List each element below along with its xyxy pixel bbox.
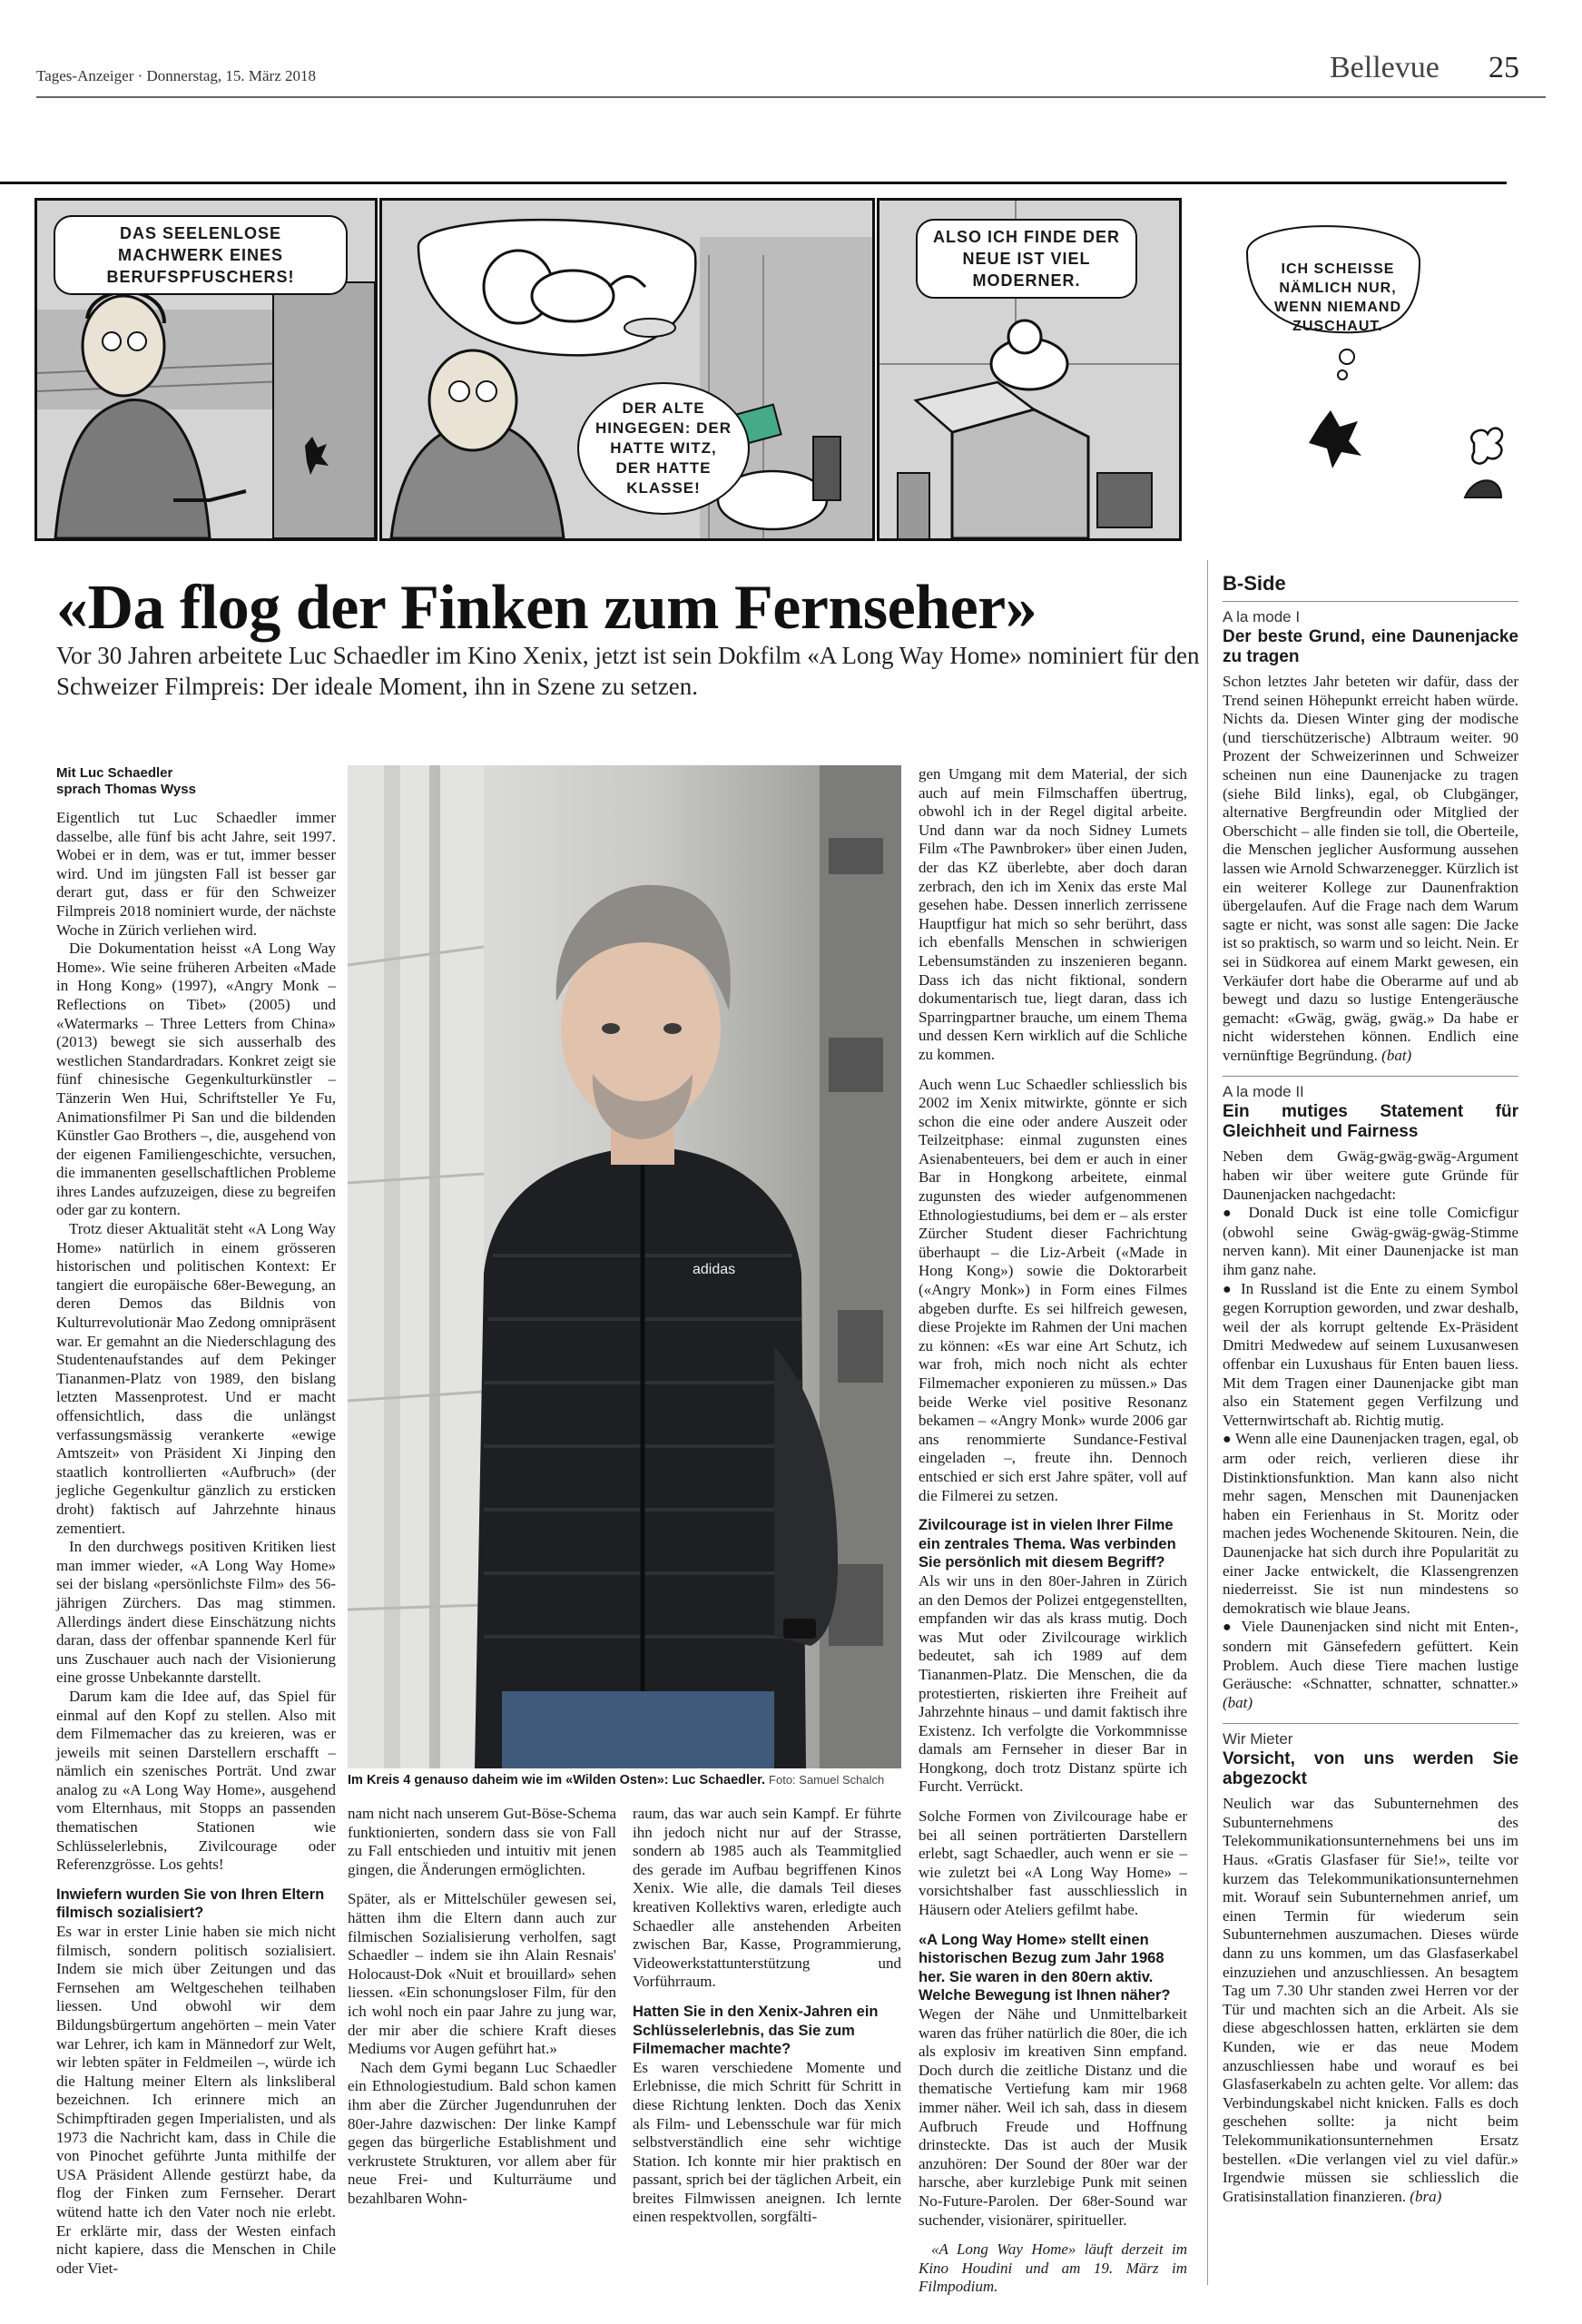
paragraph: raum, das war auch sein Kampf. Er führte ihn jedoch nicht nur auf der Strasse, sondern ab 1985 auch als Teammitglied des gerade im Aufbau begriffenen Kinos Xenix. Wie alle, die damals Teil dieses kreativen Kollektivs waren, erledigte auch Schaedler alle anstehenden Arbeiten zwischen Bar, Kasse, Programmierung, Videowerkstattunterstützung und Vorführraum. xyxy=(633,1805,901,1991)
speech-bubble-2: DER ALTE HINGEGEN: DER HATTE WITZ, DER HATTE KLASSE! xyxy=(577,382,750,515)
paragraph: nam nicht nach unserem Gut-Böse-Schema funktionierten, sondern dass sie von Fall zu Fall entschieden und intuitiv mit jenen gingen, die Änderungen ermöglichten. xyxy=(348,1805,616,1878)
photo-caption-text: Im Kreis 4 genauso daheim wie im «Wilden Osten»: Luc Schaedler. xyxy=(348,1773,765,1787)
headline: «Da flog der Finken zum Fernseher» xyxy=(56,573,1037,643)
paragraph: Solche Formen von Zivilcourage habe er bei all seinen porträtierten Darstellern erlebt, sagt Schaedler, auch wenn er sie – wie zuletzt bei «A Long Way Home» – vorsichtshalber fast ausschliesslich in Häusern oder Ateliers gefilmt habe. xyxy=(919,1807,1187,1919)
bullet-text: Donald Duck ist eine tolle Comicfigur (obwohl seine Gwäg-gwäg-gwäg-Stimme nerven kann). Mit einer Daunenjacke ist man ihm ganz nahe. xyxy=(1223,1204,1519,1279)
interview-answer: Es war in erster Linie haben sie mich nicht filmisch, sondern politisch sozialisiert. Indem sie mich über Zeitungen und das Fernsehen am Weltgeschehen teilhaben liessen. Und obwohl wir dem Bildungsbürgertum angehörten – mein Vater war Lehrer, ich kam in Männedorf zur Welt, wir lebten später in Feldmeilen –, würde ich die Haltung meiner Eltern als linksliberal bezeichnen. Ich erinnere mich an Schimpftiraden gegen Imperialisten, und als 1973 die Nachricht kam, dass in Chile die von Pinochet geführte Junta mithilfe der USA Präsident Allende gestürzt habe, da flog der Finken zum Fernseher. Derart wütend hatte ich den Vater noch nie erlebt. Er erklärte mir, dass der Westen einfach nicht kapiere, dass die Menschen in Chile oder Viet- xyxy=(56,1923,336,2277)
comic-panel-2 xyxy=(379,198,875,541)
page-number: 25 xyxy=(1489,51,1519,84)
bside-body-text: Neulich war das Subunternehmen des Subunternehmens des Telekommunikationsunternehmens bei uns im Haus. «Gratis Glasfaser für Sie!», teilte vor kurzem das Telekommunikationsunternehmen mit. Worauf sein Subunternehmen anrief, um einen Termin für wiederum sein Subunternehmen auszumachen. Dieses würde dann zu uns kommen, um das Glasfaserkabel einzuziehen und anzuschliessen. An besagtem Tag um 7.30 Uhr standen zwei Herren vor der Tür und machten sich an die Arbeit. Als sie diese abgeschlossen hatten, erklärten sie dem Kunden, wie er das neue Modem anzuschliessen habe und worauf es bei Glasfaserkabeln zu achten gelte. Vor allem: das Verbindungskabel nicht knicken. Falls es doch geschehen sollte: ja nicht beim Telekommunikationsunternehmen Ersatz bestellen. «Die verlangen viel zu viel dafür.» Irgendwie müssen sie schliesslich die Gratisinstallation finanzieren. xyxy=(1223,1795,1518,2205)
svg-text:adidas: adidas xyxy=(693,1262,736,1277)
header-rule xyxy=(36,96,1546,98)
bside-kicker: Wir Mieter xyxy=(1223,1730,1293,1748)
paragraph: Trotz dieser Aktualität steht «A Long Way Home» natürlich in einem grösseren historischen und politischen Kontext: Er tangiert die europäische 68er-Bewegung, an deren Demos das Bildnis von Kulturrevolutionär Mao Zedong omnipräsent war. Er gemahnt an die Niederschlagung des Studentenaufstandes auf dem Pekinger Tiananmen-Platz von 1989, den bislang letzten Massenprotest. Und er macht offensichtlich, dass die unlängst verfassungsmässig verankerte «ewige Amtszeit» von Präsident Xi Jinping den staatlich kontrollierten «Aufbruch» (der jegliche Gegenkultur gänzlich zu ersticken droht) faktisch auf Jahrzehnte hinaus zementiert. xyxy=(56,1220,336,1537)
speech-bubble-1: DAS SEELENLOSE MACHWERK EINES BERUFSPFUSCHERS! xyxy=(54,215,348,295)
bside-item-title: Ein mutiges Statement für Gleichheit und Fairness xyxy=(1223,1102,1518,1142)
bullet-text: In Russland ist die Ente zu einem Symbol gegen Korruption geworden, und zwar deshalb, weil der als korrupt geltende Ex-Präsident Dmitri Medwedew auf seinem Luxusanwesen offenbar ein Luxushaus für Enten bauen liess. Mit dem Tragen einer Daunenjacke gibt man also ein Statement gegen Verfilzung und Vetternwirtschaft ab. Richtig mutig. xyxy=(1223,1279,1519,1429)
paragraph: Auch wenn Luc Schaedler schliesslich bis 2002 im Xenix mitwirkte, gönnte er sich schon die eine oder andere Auszeit oder Teilzeitphase: einmal zugunsten eines Asienabenteuers, bei dem er auch in einer Bar in Hongkong arbeitete, einmal zugunsten des wieder aufgenommenen Ethnologiestudiums, bei dem er – als erster Zürcher Student dieser Fachrichtung überhaupt – die Liz-Arbeit («Made in Hong Kong») sowie die Doktorarbeit («Angry Monk») in Form eines Filmes abgeben durfte. Es sei hilfreich gewesen, diese Projekte im Rahmen der Uni machen zu können: «Es war eine Art Schutz, ich war froh, mich noch nicht als echter Filmemacher exponieren zu müssen.» Das beide Werke viel positive Resonanz bekamen – «Angry Monk» wurde 2006 gar ans renommierte Sundance-Festival eingeladen –, freute ihn. Dennoch entschied er sich erst Jahre später, voll auf die Filmerei zu setzen. xyxy=(919,1075,1187,1504)
comic-panel-4-drawing xyxy=(1184,198,1507,536)
paragraph: Die Dokumentation heisst «A Long Way Home». Wie seine früheren Arbeiten «Made in Hong Kong» (1997), «Angry Monk – Reflections on Tibet» (2005) und «Watermarks – Three Letters from China» (2013) bewegt sie sich ausserhalb des westlichen Standardradars. Konkret zeigt sie fünf chinesische Gegenkulturkünstler – Tänzerin Wen Hui, Schriftsteller Ye Fu, Animationsfilmer Pi San und die bildenden Künstler Gao Brothers –, die, ausgehend von der eigenen Familiengeschichte, versuchen, die immanenten gesellschaftlichen Probleme ihres Landes aufzuzeigen, diese zu begreifen oder gar zu kontern. xyxy=(56,940,336,1219)
photo-caption xyxy=(348,1772,901,1788)
speech-bubble-4: ICH SCHEISSE NÄMLICH NUR, WENN NIEMAND ZUSCHAUT. xyxy=(1274,261,1401,334)
lead: Vor 30 Jahren arbeitete Luc Schaedler im Kino Xenix, jetzt ist sein Dokfilm «A Long Way Home» nominiert für den Schweizer Filmpreis: Der ideale Moment, ihn in Szene zu setzen. xyxy=(56,642,1200,700)
interview-question: Inwiefern wurden Sie von Ihren Eltern filmisch sozialisiert? xyxy=(56,1886,325,1922)
interview-answer: Es waren verschiedene Momente und Erlebnisse, die mich Schritt für Schritt in diese Richtung lenkten. Doch das Xenix als Film- und Lebensschule war für mich selbstverständlich eine sehr wichtige Station. Ich konnte mir hier praktisch en passant, sprich bei der täglichen Arbeit, ein breites Filmwissen aneignen. Ich lernte einen respektvollen, sorgfälti- xyxy=(633,2058,901,2226)
comic-panel-3 xyxy=(877,198,1182,541)
bside-column xyxy=(1223,570,1518,2206)
bside-kicker: A la mode II xyxy=(1223,1083,1304,1101)
paragraph: gen Umgang mit dem Material, der sich auch auf mein Filmschaffen übertrug, obwohl ich in der Regel digital arbeite. Und dann war da noch Sidney Lumets Film «The Pawnbroker» über einen Juden, der das KZ überlebte, aber doch daran zerbrach, den ich im Xenix das erste Mal gesehen habe. Dessen innerlich zerrissene Hauptfigur hat mich so sehr berührt, dass ich ebenfalls Menschen in schwierigen Lebensumständen zu inszenieren begann. Dass ich das nicht fiktional, sondern dokumentarisch tue, liegt daran, dass ich Sparringpartner brauche, um einem Thema und dessen Kern wirklich auf die Schliche zu kommen. xyxy=(919,765,1187,1063)
paragraph: Eigentlich tut Luc Schaedler immer dasselbe, alle fünf bis acht Jahre, seit 1997. Wobei er in dem, was er tut, immer besser wird. Und im jüngsten Fall ist besser gar derart gut, dass er für den Schweizer Filmpreis 2018 nominiert wurde, der nächste Woche in Zürich verliehen wird. xyxy=(56,809,336,939)
bside-bullet: ● Viele Daunenjacken sind nicht mit Enten-, sondern mit Gänsefedern gefüttert. Kein Problem. Auch diese Tiere machen lustige Geräusche: «Schnatter, schnatter, schnatter.» (bat) xyxy=(1223,1618,1518,1711)
portrait-photo-image xyxy=(348,765,901,1768)
byline-line-1: Mit Luc Schaedler xyxy=(56,765,173,781)
publication-dateline: Tages-Anzeiger · Donnerstag, 15. März 2018 xyxy=(36,67,317,84)
bside-author: (bat) xyxy=(1381,1046,1412,1064)
byline-line-2: sprach Thomas Wyss xyxy=(56,782,196,797)
article-column-2 xyxy=(348,1805,616,2208)
bullet-text: Wenn alle eine Daunenjacken tragen, egal, ob arm oder reich, verlieren diese ihr Distinktionsfunktion. Man kann also nicht mehr sagen, Menschen mit Daunenjacken haben ein Ferienhaus in St. Moritz oder machen jedes Wochenende Skitouren. Nein, die Daunenjacke hat sich durch ihre Popularität zu einer Jacke entwickelt, die Klassengrenzen niederreisst. Sie ist nun mindestens so demokratisch wie blaue Jeans. xyxy=(1223,1430,1518,1617)
bside-bullet: ● Donald Duck ist eine tolle Comicfigur (obwohl seine Gwäg-gwäg-gwäg-Stimme nerven kann). Mit einer Daunenjacke ist man ihm ganz nahe. xyxy=(1223,1204,1519,1279)
article-column-4 xyxy=(919,765,1187,2297)
bside-bullet: ● Wenn alle eine Daunenjacken tragen, egal, ob arm oder reich, verlieren diese ihr Distinktionsfunktion. Man kann also nicht mehr sagen, Menschen mit Daunenjacken haben ein Ferienhaus in St. Moritz oder machen jedes Wochenende Skitouren. Nein, die Daunenjacke hat sich durch ihre Popularität zu einer Jacke entwickelt, die Klassengrenzen niederreisst. Sie ist nun mindestens so demokratisch wie blaue Jeans. xyxy=(1223,1430,1518,1617)
paragraph: Später, als er Mittelschüler gewesen sei, hätten ihm die Eltern dann auch zur filmischen Sozialisierung verholfen, sagt Schaedler – indem sie ihn Alain Resnais' Holocaust-Dok «Nuit et brouillard» sehen liessen. «Ein schonungsloser Film, für den ich wohl noch ein paar Jahre zu jung war, der mir aber die schiere Kraft dieses Mediums vor Augen geführt hat.» xyxy=(348,1890,616,2058)
interview-question: Zivilcourage ist in vielen Ihrer Filme ein zentrales Thema. Was verbinden Sie persönlich mit diesem Begriff? xyxy=(919,1517,1176,1571)
article-column-1 xyxy=(56,765,336,2278)
bside-title: B-Side xyxy=(1223,572,1286,595)
bside-bullet: ● In Russland ist die Ente zu einem Symbol gegen Korruption geworden, und zwar deshalb, weil der als korrupt geltende Ex-Präsident Dmitri Medwedew auf seinem Luxusanwesen offenbar ein Luxushaus für Enten bauen liess. Mit dem Tragen einer Daunenjacke gibt man also ein Statement gegen Verfilzung und Vetternwirtschaft ab. Richtig mutig. xyxy=(1223,1279,1519,1429)
bside-author: (bra) xyxy=(1410,2187,1442,2205)
interview-answer: Wegen der Nähe und Unmittelbarkeit waren das früher natürlich die 80er, die ich als explosiv im kreativen Sinn empfand. Doch durch die zeitliche Distanz und die thematische Vertiefung kam mir 1968 immer näher. Weil ich sah, dass in diesem Aufbruch Freude und Hoffnung drinsteckte. Das ist auch der Musik anzuhören: Der Sound der 80er war der harsche, aber kurzlebige Punk mit seinen No-Future-Parolen. Der 68er-Sound war suchender, visionärer, spiritueller. xyxy=(919,2005,1187,2229)
section-title: Bellevue xyxy=(1330,51,1440,84)
bside-body-text: Schon letztes Jahr beteten wir dafür, dass der Trend seinen Höhepunkt erreicht haben würde. Nichts da. Diesen Winter ging der modische (und tierschützerische) Albtraum weiter. 90 Prozent der Schweizerinnen und Schweizer scheinen nun eine Daunenjacke zu tragen (siehe Bild links), egal, ob Clubgänger, alternative Bergfreundin oder Mitglied der Oberschicht – alle finden sie toll, die Oberteile, die Menschen jeglicher Ausformung aussehen lassen wie Arnold Schwarzenegger. Kürzlich ist ein weiterer Kollege zur Daunenfraktion übergelaufen. Auf die Frage nach dem Warum sagte er nicht, was sonst alle sagen: Die Jacke ist so praktisch, so warm und so leicht. Nein. Er sei in Südkorea auf einem Markt gewesen, ein Verkäufer dort habe die Oberarme auf und ab bewegt und dazu so lustige Entengeräusche gemacht: «Gwäg, gwäg, gwäg.» Da habe er nicht widerstehen können. Endlich eine vernünftige Begründung. xyxy=(1223,673,1518,1064)
photo-credit: Foto: Samuel Schalch xyxy=(769,1773,885,1787)
bullet-text: Viele Daunenjacken sind nicht mit Enten-, sondern mit Gänsefedern gefüttert. Kein Problem. Auch diese Tiere machen lustige Geräusche: «Schnatter, schnatter, schnatter.» xyxy=(1223,1618,1518,1693)
comic-strip xyxy=(0,182,1582,554)
article-column-3 xyxy=(633,1805,901,2227)
bside-item-title: Der beste Grund, eine Daunenjacke zu tragen xyxy=(1223,627,1518,666)
interview-answer: Als wir uns in den 80er-Jahren in Zürich an den Demos der Polizei entgegenstellten, empfanden wir das als krass mutig. Doch was Mut oder Zivilcourage wirklich bedeutet, sah ich 1989 auf dem Tiananmen-Platz. Die Menschen, die da protestierten, riskierten ihre Freiheit auf Jahrzehnte hinaus – und damit faktisch ihre Existenz. Ich verfolgte die Vorkommnisse damals am Fernseher in dieser Bar in Hongkong, doch trotz Distanz spürte ich Furcht. Verrückt. xyxy=(919,1571,1187,1796)
bside-body xyxy=(1223,673,1518,1065)
interview-question: «A Long Way Home» stellt einen historischen Bezug zum Jahr 1968 her. Sie waren in den 80ern aktiv. Welche Bewegung ist Ihnen näher? xyxy=(919,1931,1171,2004)
article-footnote: «A Long Way Home» läuft derzeit im Kino Houdini und am 19. März im Filmpodium. xyxy=(919,2240,1187,2296)
bside-body xyxy=(1223,1795,1518,2206)
bside-item-title: Vorsicht, von uns werden Sie abgezockt xyxy=(1223,1749,1518,1789)
comic-panel-1 xyxy=(34,198,378,541)
bside-kicker: A la mode I xyxy=(1223,608,1301,625)
speech-bubble-3: ALSO ICH FINDE DER NEUE IST VIEL MODERNER. xyxy=(916,219,1137,299)
bside-author: (bat) xyxy=(1223,1693,1253,1711)
comic-panel-4 xyxy=(1184,198,1507,536)
bside-separator xyxy=(1207,560,1208,2285)
paragraph: Nach dem Gymi begann Luc Schaedler ein Ethnologiestudium. Bald schon kamen ihm aber die Zürcher Jugendunruhen der 80er-Jahre dazwischen: Der linke Kampf gegen das bürgerliche Establishment und verkrustete Strukturen, vor allem aber für neue Frei- und Kulturräume und bezahlbaren Wohn- xyxy=(348,2058,616,2207)
portrait-photo xyxy=(348,765,901,1768)
paragraph: In den durchwegs positiven Kritiken liest man immer wieder, «A Long Way Home» sei der bislang «persönlichste Film» des 56-jährigen Zürchers. Das mag stimmen. Allerdings ändert diese Einschätzung nichts daran, dass der offenbar spannende Kerl für uns Zuschauer auch nach der Visionierung eine grosse Unbekannte darstellt. xyxy=(56,1538,336,1687)
bside-body: Neben dem Gwäg-gwäg-gwäg-Argument haben wir über weitere gute Gründe für Daunenjacken nachgedacht: xyxy=(1223,1147,1518,1203)
paragraph: Darum kam die Idee auf, das Spiel für einmal auf den Kopf zu stellen. Also mit dem Filmemacher das zu kreieren, was er jeweils mit seinen Darstellern erschafft – nämlich ein szenisches Porträt. Und zwar analog zu «A Long Way Home», ausgehend vom Elternhaus, mit Stopps an passenden thematischen Stationen wie Schlüsselerlebnis, Zivilcourage oder Referenzgrösse. Los gehts! xyxy=(56,1687,336,1874)
interview-question: Hatten Sie in den Xenix-Jahren ein Schlüsselerlebnis, das Sie zum Filmemacher machte? xyxy=(633,2003,879,2058)
